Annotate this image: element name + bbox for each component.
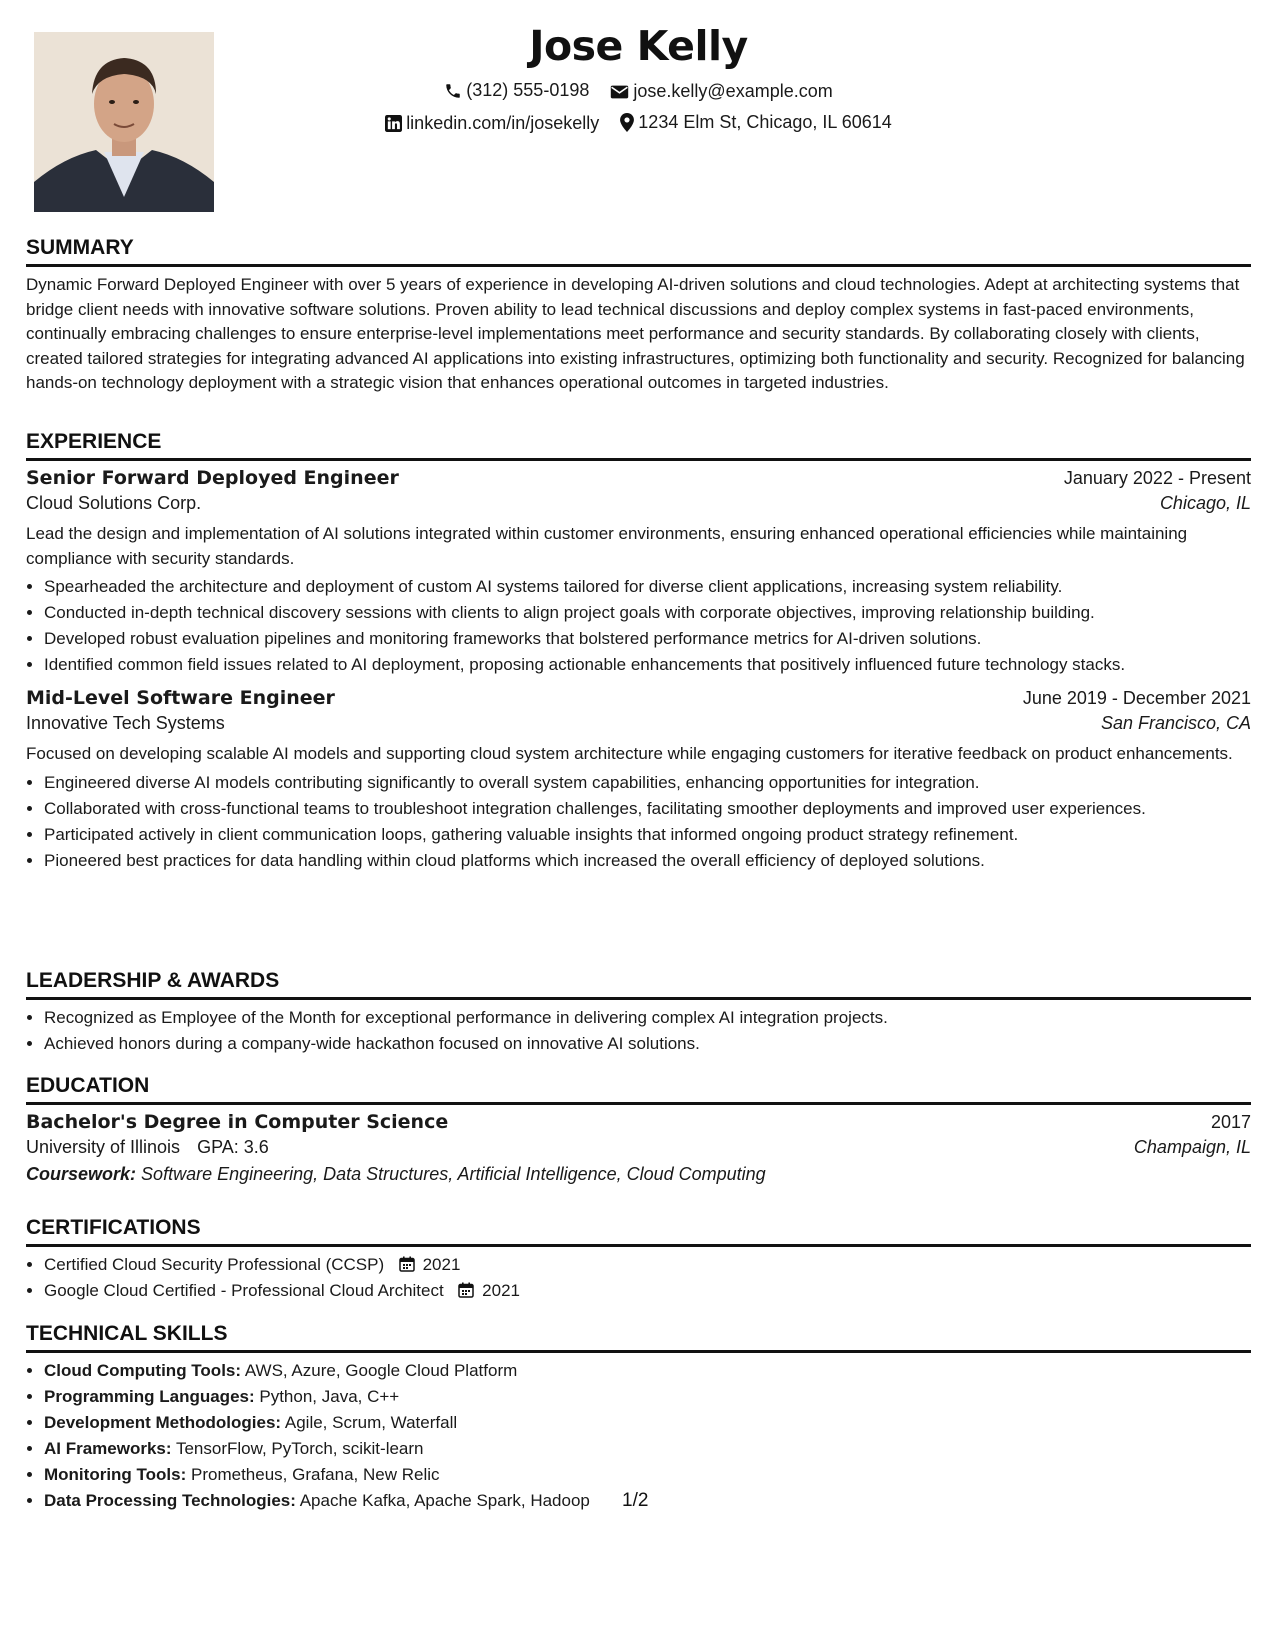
list-item <box>44 1411 1251 1435</box>
section-title-skills: TECHNICAL SKILLS <box>26 1322 1251 1353</box>
job-location: Chicago, IL <box>1159 493 1251 513</box>
experience-section <box>26 430 1251 875</box>
certifications-section <box>26 1216 1251 1305</box>
skill-label: Development Methodologies: <box>44 1413 282 1432</box>
cert-year: 2021 <box>482 1281 520 1300</box>
list-item: • Developed robust evaluation pipelines and monitoring frameworks that bolstered performance metrics for AI-driven solutions. <box>44 627 1251 651</box>
contact-line-1 <box>26 80 1251 105</box>
location-pin-icon <box>620 113 634 132</box>
list-item: • Collaborated with cross-functional teams to troubleshoot integration challenges, facilitating smoother deployments and improved user experiences. <box>44 797 1251 821</box>
linkedin-icon <box>385 115 402 132</box>
skill-label: Cloud Computing Tools: <box>44 1361 242 1380</box>
job-location: San Francisco, CA <box>1100 713 1251 733</box>
section-title-summary: SUMMARY <box>26 236 1251 267</box>
skill-value: Apache Kafka, Apache Spark, Hadoop <box>299 1491 590 1510</box>
list-item: • Achieved honors during a company-wide hackathon focused on innovative AI solutions. <box>44 1032 1251 1056</box>
linkedin-contact[interactable] <box>385 113 599 134</box>
list-item <box>44 1385 1251 1409</box>
section-title-certifications: CERTIFICATIONS <box>26 1216 1251 1247</box>
job-title: Mid-Level Software Engineer <box>26 687 335 709</box>
job-dates: January 2022 - Present <box>1063 468 1251 488</box>
address-contact <box>620 112 892 133</box>
job-company: Cloud Solutions Corp. <box>26 493 202 513</box>
list-item: • Conducted in-depth technical discovery sessions with clients to align project goals with corporate objectives, improving relationship building. <box>44 601 1251 625</box>
skill-value: Prometheus, Grafana, New Relic <box>191 1465 440 1484</box>
skill-value: Agile, Scrum, Waterfall <box>284 1413 458 1432</box>
resume-page <box>26 0 1251 1650</box>
list-item: • Pioneered best practices for data handling within cloud platforms which increased the overall efficiency of deployed solutions. <box>44 849 1251 873</box>
summary-section <box>26 236 1251 396</box>
calendar-icon <box>399 1256 415 1272</box>
calendar-icon <box>458 1282 474 1298</box>
phone-contact[interactable] <box>444 80 589 101</box>
cert-name: Google Cloud Certified - Professional Cloud Architect <box>44 1281 444 1300</box>
section-title-education: EDUCATION <box>26 1074 1251 1105</box>
email-text: jose.kelly@example.com <box>633 81 833 101</box>
job-company: Innovative Tech Systems <box>26 713 225 733</box>
list-item <box>44 1359 1251 1383</box>
skills-section <box>26 1322 1251 1515</box>
graduation-year: 2017 <box>1210 1112 1251 1132</box>
summary-text: Dynamic Forward Deployed Engineer with over 5 years of experience in developing AI-driven solutions and cloud technologies. Adept at architecting systems that bridge client needs with innovative software solutions. Proven ability to lead technical discussions and deploy complex systems in fast-paced environments, continually embracing challenges to ensure enterprise-level implementations meet performance and security standards. By collaborating closely with clients, created tailored strategies for integrating advanced AI applications into existing infrastructures, optimizing both functionality and security. Recognized for balancing hands-on technology deployment with a strategic vision that enhances operational outcomes in targeted industries. <box>26 275 1245 392</box>
coursework <box>26 1164 1251 1185</box>
job-description: Lead the design and implementation of AI solutions integrated within customer environments, ensuring enhanced operational efficiencies while maintaining compliance with security standards. <box>26 524 1188 568</box>
leadership-section <box>26 969 1251 1058</box>
email-icon <box>610 84 629 100</box>
leadership-list <box>26 1006 1251 1056</box>
contact-line-2 <box>26 112 1251 137</box>
list-item <box>44 1463 1251 1487</box>
gpa-text: GPA: 3.6 <box>197 1137 269 1157</box>
list-item: • Recognized as Employee of the Month for exceptional performance in delivering complex AI integration projects. <box>44 1006 1251 1030</box>
job-bullets <box>26 575 1251 677</box>
coursework-label: Coursework: <box>26 1164 137 1184</box>
cert-name: Certified Cloud Security Professional (CCSP) <box>44 1255 385 1274</box>
candidate-name: Jose Kelly <box>529 22 748 70</box>
list-item: • Identified common field issues related to AI deployment, proposing actionable enhancements that positively influenced future technology stacks. <box>44 653 1251 677</box>
skill-value: TensorFlow, PyTorch, scikit-learn <box>175 1439 424 1458</box>
list-item <box>44 1253 1251 1277</box>
skill-value: AWS, Azure, Google Cloud Platform <box>244 1361 518 1380</box>
job-entry <box>26 467 1251 677</box>
email-contact[interactable] <box>610 81 832 102</box>
address-text: 1234 Elm St, Chicago, IL 60614 <box>638 112 892 132</box>
page-number: 1/2 <box>622 1490 649 1511</box>
phone-icon <box>444 82 462 100</box>
section-title-experience: EXPERIENCE <box>26 430 1251 461</box>
job-description: Focused on developing scalable AI models and supporting cloud system architecture while engaging customers for iterative feedback on product enhancements. <box>26 744 1233 763</box>
job-dates: June 2019 - December 2021 <box>1022 688 1251 708</box>
list-item <box>44 1437 1251 1461</box>
list-item: • Engineered diverse AI models contributing significantly to overall system capabilities, enhancing opportunities for integration. <box>44 771 1251 795</box>
school-location: Champaign, IL <box>1133 1137 1251 1157</box>
section-title-leadership: LEADERSHIP & AWARDS <box>26 969 1251 1000</box>
list-item: • Participated actively in client communication loops, gathering valuable insights that informed ongoing product strategy refinement. <box>44 823 1251 847</box>
education-section <box>26 1074 1251 1185</box>
skill-value: Python, Java, C++ <box>259 1387 400 1406</box>
skill-label: Monitoring Tools: <box>44 1465 187 1484</box>
phone-text: (312) 555-0198 <box>466 80 590 100</box>
skill-label: AI Frameworks: <box>44 1439 172 1458</box>
skill-label: Programming Languages: <box>44 1387 255 1406</box>
list-item: • Spearheaded the architecture and deployment of custom AI systems tailored for diverse client applications, increasing system reliability. <box>44 575 1251 599</box>
skill-label: Data Processing Technologies: <box>44 1491 296 1510</box>
degree-title: Bachelor's Degree in Computer Science <box>26 1111 449 1133</box>
list-item <box>44 1279 1251 1303</box>
certifications-list <box>26 1253 1251 1303</box>
cert-year: 2021 <box>422 1255 461 1274</box>
coursework-text: Software Engineering, Data Structures, Artificial Intelligence, Cloud Computing <box>141 1164 766 1184</box>
linkedin-text: linkedin.com/in/josekelly <box>406 113 600 133</box>
school-name: University of Illinois <box>26 1137 181 1157</box>
job-title: Senior Forward Deployed Engineer <box>26 467 399 489</box>
job-entry <box>26 687 1251 873</box>
job-bullets <box>26 771 1251 873</box>
